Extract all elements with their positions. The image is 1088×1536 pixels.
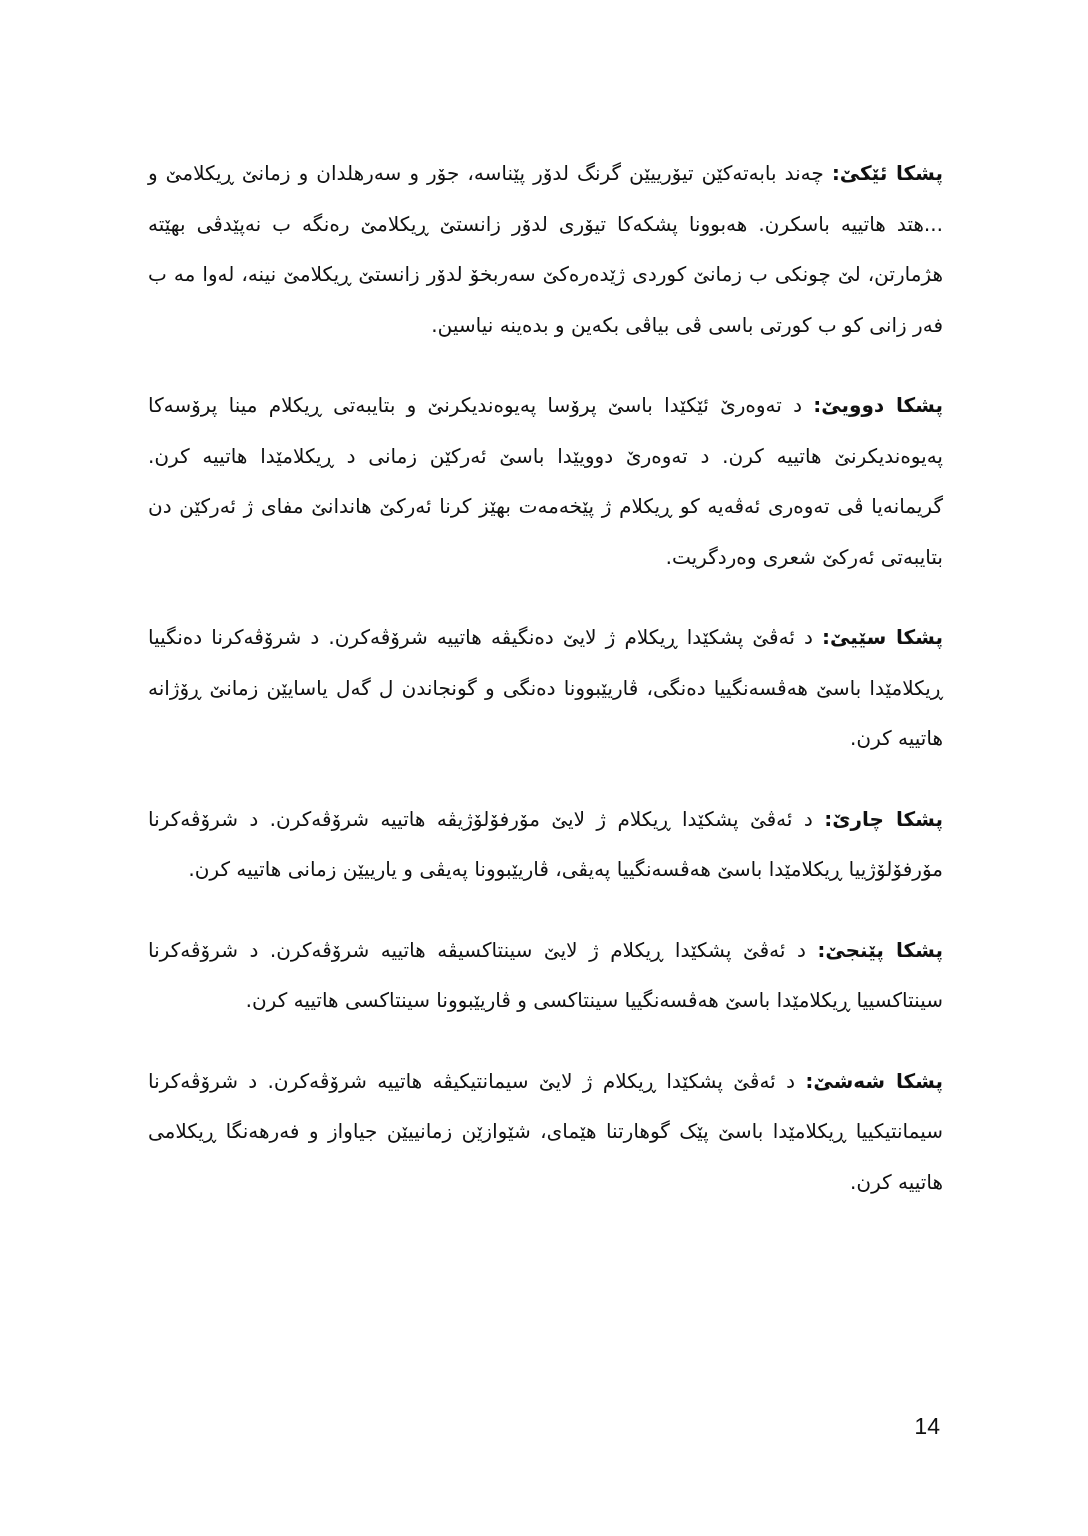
section-part-six	[148, 1056, 943, 1208]
section-text: د ئەڤێ پشکێدا ڕیکلام ژ لایێ دەنگیڤە هاتییە شرۆڤەکرن. د شرۆڤەکرنا دەنگییا ڕیکلامێدا باسێ هەڤسەنگییا دەنگی، ڤاریێبوونا دەنگی و گونجاندن ل گەل یاسایێن زمانێ ڕۆژانە هاتییە کرن.	[148, 625, 943, 750]
section-heading: پشکا دوویێ:	[813, 393, 943, 417]
section-part-two	[148, 380, 943, 582]
page-number: 14	[914, 1413, 940, 1439]
page-content	[148, 148, 943, 1237]
section-part-one	[148, 148, 943, 350]
section-part-five	[148, 925, 943, 1026]
section-text: د ئەڤێ پشکێدا ڕیکلام ژ لایێ مۆرفۆلۆژیڤە هاتییە شرۆڤەکرن. د شرۆڤەکرنا مۆرفۆلۆژییا ڕیکلامێدا باسێ هەڤسەنگییا پەیڤی، ڤاریێبوونا پەیڤی و یارییێن زمانی هاتییە کرن.	[148, 806, 943, 881]
section-part-four	[148, 794, 943, 895]
section-heading: پشکا ئێکێ:	[831, 161, 943, 185]
section-text: د ئەڤێ پشکێدا ڕیکلام ژ لایێ سینتاکسیڤە هاتییە شرۆڤەکرن. د شرۆڤەکرنا سینتاکسییا ڕیکلامێدا باسێ هەڤسەنگییا سینتاکسی و ڤاریێبوونا سینتاکسی هاتییە کرن.	[148, 937, 943, 1012]
section-text: چەند بابەتەکێن تیۆرییێن گرنگ لدۆر پێناسە، جۆر و سەرهلدان و زمانێ ڕیکلامێ و ...هتد هاتییە باسکرن. هەبوونا پشکەکا تیۆری لدۆر زانستێ ڕیکلامێ رەنگە ب نەپێدڤی بهێتە هژمارتن، لێ چونکی ب زمانێ کوردی ژێدەرەکێ سەربخۆ لدۆر زانستێ ڕیکلامێ نینە، لەوا مە ب فەر زانی کو ب کورتی باسی ڤی بیاڤی بکەین و بدەینە نیاسین.	[148, 161, 943, 337]
section-heading: پشکا سێیێ:	[822, 625, 943, 649]
section-part-three	[148, 612, 943, 764]
section-heading: پشکا پێنجێ:	[817, 937, 943, 962]
section-text: د ئەڤێ پشکێدا ڕیکلام ژ لایێ سیمانتیکیڤە هاتییە شرۆڤەکرن. د شرۆڤەکرنا سیمانتیکییا ڕیکلامێدا باسێ پێک گوهارتنا هێمای، شێوازێن زمانییێن جیاواز و فەرهەنگا ڕیکلامی هاتییە کرن.	[148, 1068, 943, 1194]
section-heading: پشکا شەشێ:	[805, 1068, 943, 1093]
section-heading: پشکا چارێ:	[824, 806, 943, 831]
section-text: د تەوەرێ ئێکێدا باسێ پرۆسا پەیوەندیکرنێ و بتایبەتی ڕیکلام مینا پرۆسەکا پەیوەندیکرنێ هاتییە کرن. د تەوەرێ دوویێدا باسێ ئەرکێن زمانی د ڕیکلامێدا هاتییە کرن. گریمانەیا ڤی تەوەری ئەڤەیە کو ڕیکلام ژ پێخەمەت بهێز کرنا ئەرکێ هاندانێ مفای ژ ئەرکێن دن بتایبەتی ئەرکێ شعری وەردگریت.	[148, 393, 943, 569]
